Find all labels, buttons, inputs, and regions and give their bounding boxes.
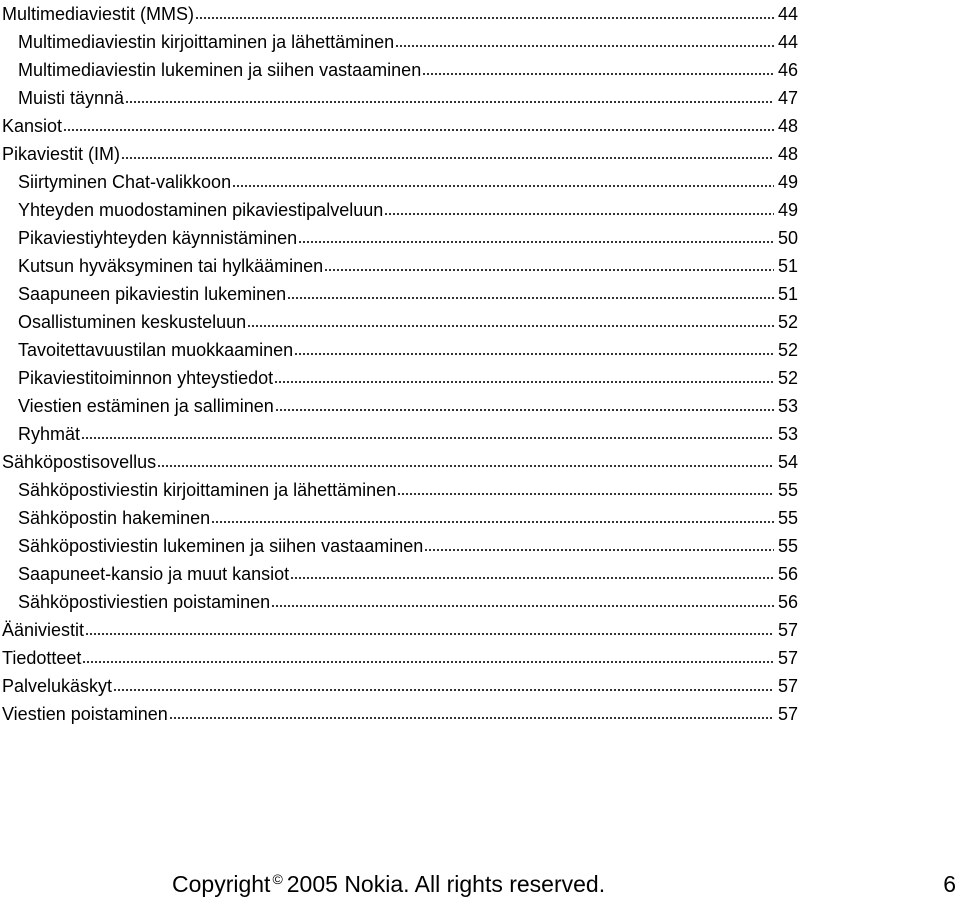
- toc-entry[interactable]: [2, 224, 798, 252]
- toc-entry-line: [18, 28, 798, 56]
- toc-entry-line: [18, 224, 798, 252]
- toc-entry-line: [18, 280, 798, 308]
- toc-entry-title: Tavoitettavuustilan muokkaaminen: [18, 336, 293, 364]
- toc-entry-page-number: 48: [777, 116, 798, 136]
- toc-entry-page-number: 57: [777, 676, 798, 696]
- toc-entry-title: Multimediaviestit (MMS): [2, 0, 194, 28]
- toc-entry-page-number: 44: [777, 32, 798, 52]
- toc-entry-line: [2, 700, 798, 728]
- page-footer: [0, 866, 960, 902]
- toc-entry-page-number: 49: [777, 172, 798, 192]
- toc-dot-leader: [298, 241, 774, 243]
- toc-dot-leader: [157, 465, 774, 467]
- toc-entry[interactable]: [2, 560, 798, 588]
- toc-entry-page-number: 44: [777, 4, 798, 24]
- copyright-text: 2005 Nokia. All rights reserved.: [286, 871, 606, 897]
- toc-entry-line: [18, 476, 798, 504]
- toc-dot-leader: [113, 689, 774, 691]
- toc-dot-leader: [275, 409, 774, 411]
- toc-dot-leader: [287, 297, 774, 299]
- toc-entry-line: [2, 672, 798, 700]
- toc-dot-leader: [247, 325, 774, 327]
- toc-entry[interactable]: [2, 700, 798, 728]
- toc-entry[interactable]: [2, 588, 798, 616]
- toc-entry-line: [18, 420, 798, 448]
- toc-entry[interactable]: [2, 84, 798, 112]
- toc-entry-page-number: 47: [777, 88, 798, 108]
- toc-dot-leader: [121, 157, 774, 159]
- toc-entry[interactable]: [2, 448, 798, 476]
- toc-entry[interactable]: [2, 28, 798, 56]
- toc-entry-line: [18, 504, 798, 532]
- copyright-symbol: ©: [272, 871, 283, 887]
- toc-entry-line: [2, 616, 798, 644]
- toc-dot-leader: [211, 521, 774, 523]
- toc-dot-leader: [85, 633, 774, 635]
- toc-entry-line: [18, 364, 798, 392]
- toc-entry-page-number: 49: [777, 200, 798, 220]
- toc-entry[interactable]: [2, 280, 798, 308]
- toc-entry-title: Kutsun hyväksyminen tai hylkääminen: [18, 252, 323, 280]
- toc-entry-line: [18, 336, 798, 364]
- toc-dot-leader: [82, 661, 774, 663]
- toc-entry-page-number: 52: [777, 340, 798, 360]
- toc-entry-line: [2, 448, 798, 476]
- toc-dot-leader: [274, 381, 774, 383]
- toc-entry-title: Yhteyden muodostaminen pikaviestipalveluun: [18, 196, 383, 224]
- toc-entry-page-number: 57: [777, 648, 798, 668]
- toc-entry-page-number: 57: [777, 704, 798, 724]
- toc-entry-title: Kansiot: [2, 112, 62, 140]
- toc-entry-line: [18, 168, 798, 196]
- toc-entry-line: [18, 392, 798, 420]
- toc-dot-leader: [324, 269, 774, 271]
- toc-entry[interactable]: [2, 252, 798, 280]
- toc-entry-page-number: 46: [777, 60, 798, 80]
- toc-dot-leader: [63, 129, 774, 131]
- toc-entry-line: [18, 56, 798, 84]
- toc-entry[interactable]: [2, 392, 798, 420]
- toc-dot-leader: [169, 717, 774, 719]
- toc-entry-title: Ryhmät: [18, 420, 80, 448]
- table-of-contents: [2, 0, 798, 728]
- toc-entry-line: [2, 644, 798, 672]
- toc-entry[interactable]: [2, 504, 798, 532]
- toc-entry-title: Sähköpostin hakeminen: [18, 504, 210, 532]
- toc-dot-leader: [290, 577, 774, 579]
- toc-entry-line: [2, 112, 798, 140]
- toc-entry-title: Sähköpostiviestin kirjoittaminen ja lähettäminen: [18, 476, 396, 504]
- toc-entry-line: [18, 588, 798, 616]
- toc-entry-title: Sähköpostiviestin lukeminen ja siihen vastaaminen: [18, 532, 423, 560]
- toc-entry-title: Muisti täynnä: [18, 84, 124, 112]
- toc-dot-leader: [294, 353, 774, 355]
- toc-entry[interactable]: [2, 168, 798, 196]
- toc-entry[interactable]: [2, 364, 798, 392]
- toc-entry-page-number: 52: [777, 312, 798, 332]
- toc-entry-page-number: 52: [777, 368, 798, 388]
- toc-entry-title: Viestien poistaminen: [2, 700, 168, 728]
- toc-entry[interactable]: [2, 644, 798, 672]
- toc-entry-page-number: 55: [777, 508, 798, 528]
- toc-dot-leader: [81, 437, 774, 439]
- toc-entry-page-number: 55: [777, 536, 798, 556]
- toc-entry-page-number: 56: [777, 592, 798, 612]
- toc-dot-leader: [424, 549, 774, 551]
- toc-dot-leader: [384, 213, 774, 215]
- toc-entry-page-number: 54: [777, 452, 798, 472]
- toc-entry-page-number: 53: [777, 424, 798, 444]
- toc-dot-leader: [271, 605, 774, 607]
- toc-entry-title: Palvelukäskyt: [2, 672, 112, 700]
- toc-entry-title: Viestien estäminen ja salliminen: [18, 392, 274, 420]
- toc-entry-title: Multimediaviestin kirjoittaminen ja lähettäminen: [18, 28, 394, 56]
- toc-entry[interactable]: [2, 0, 798, 28]
- toc-entry-title: Multimediaviestin lukeminen ja siihen vastaaminen: [18, 56, 421, 84]
- toc-entry-page-number: 56: [777, 564, 798, 584]
- toc-dot-leader: [125, 101, 774, 103]
- toc-entry[interactable]: [2, 308, 798, 336]
- toc-entry[interactable]: [2, 420, 798, 448]
- copyright-prefix: Copyright: [172, 871, 271, 897]
- toc-entry-title: Sähköpostiviestien poistaminen: [18, 588, 270, 616]
- toc-entry-title: Pikaviestiyhteyden käynnistäminen: [18, 224, 297, 252]
- toc-entry-page-number: 51: [777, 284, 798, 304]
- toc-dot-leader: [422, 73, 774, 75]
- toc-entry-page-number: 48: [777, 144, 798, 164]
- toc-entry-line: [18, 252, 798, 280]
- toc-entry[interactable]: [2, 56, 798, 84]
- page-number: 6: [943, 871, 956, 897]
- toc-entry-title: Ääniviestit: [2, 616, 84, 644]
- toc-entry-title: Siirtyminen Chat-valikkoon: [18, 168, 231, 196]
- toc-entry[interactable]: [2, 112, 798, 140]
- toc-dot-leader: [232, 185, 774, 187]
- toc-dot-leader: [397, 493, 774, 495]
- toc-entry-title: Pikaviestitoiminnon yhteystiedot: [18, 364, 273, 392]
- toc-entry-title: Tiedotteet: [2, 644, 81, 672]
- toc-entry[interactable]: [2, 616, 798, 644]
- toc-entry[interactable]: [2, 532, 798, 560]
- toc-entry-line: [2, 140, 798, 168]
- toc-entry-line: [2, 0, 798, 28]
- toc-entry-title: Saapuneet-kansio ja muut kansiot: [18, 560, 289, 588]
- toc-entry-page-number: 57: [777, 620, 798, 640]
- toc-entry[interactable]: [2, 140, 798, 168]
- toc-dot-leader: [395, 45, 774, 47]
- toc-entry[interactable]: [2, 336, 798, 364]
- toc-entry[interactable]: [2, 672, 798, 700]
- toc-entry-line: [18, 560, 798, 588]
- copyright-notice: [172, 866, 605, 905]
- toc-entry-line: [18, 308, 798, 336]
- toc-entry[interactable]: [2, 196, 798, 224]
- toc-entry-line: [18, 84, 798, 112]
- toc-entry-line: [18, 196, 798, 224]
- toc-entry-line: [18, 532, 798, 560]
- toc-entry-title: Osallistuminen keskusteluun: [18, 308, 246, 336]
- toc-entry-page-number: 51: [777, 256, 798, 276]
- toc-entry[interactable]: [2, 476, 798, 504]
- toc-entry-page-number: 53: [777, 396, 798, 416]
- toc-entry-title: Saapuneen pikaviestin lukeminen: [18, 280, 286, 308]
- toc-entry-title: Pikaviestit (IM): [2, 140, 120, 168]
- toc-entry-page-number: 55: [777, 480, 798, 500]
- toc-entry-title: Sähköpostisovellus: [2, 448, 156, 476]
- toc-entry-page-number: 50: [777, 228, 798, 248]
- toc-dot-leader: [195, 17, 774, 19]
